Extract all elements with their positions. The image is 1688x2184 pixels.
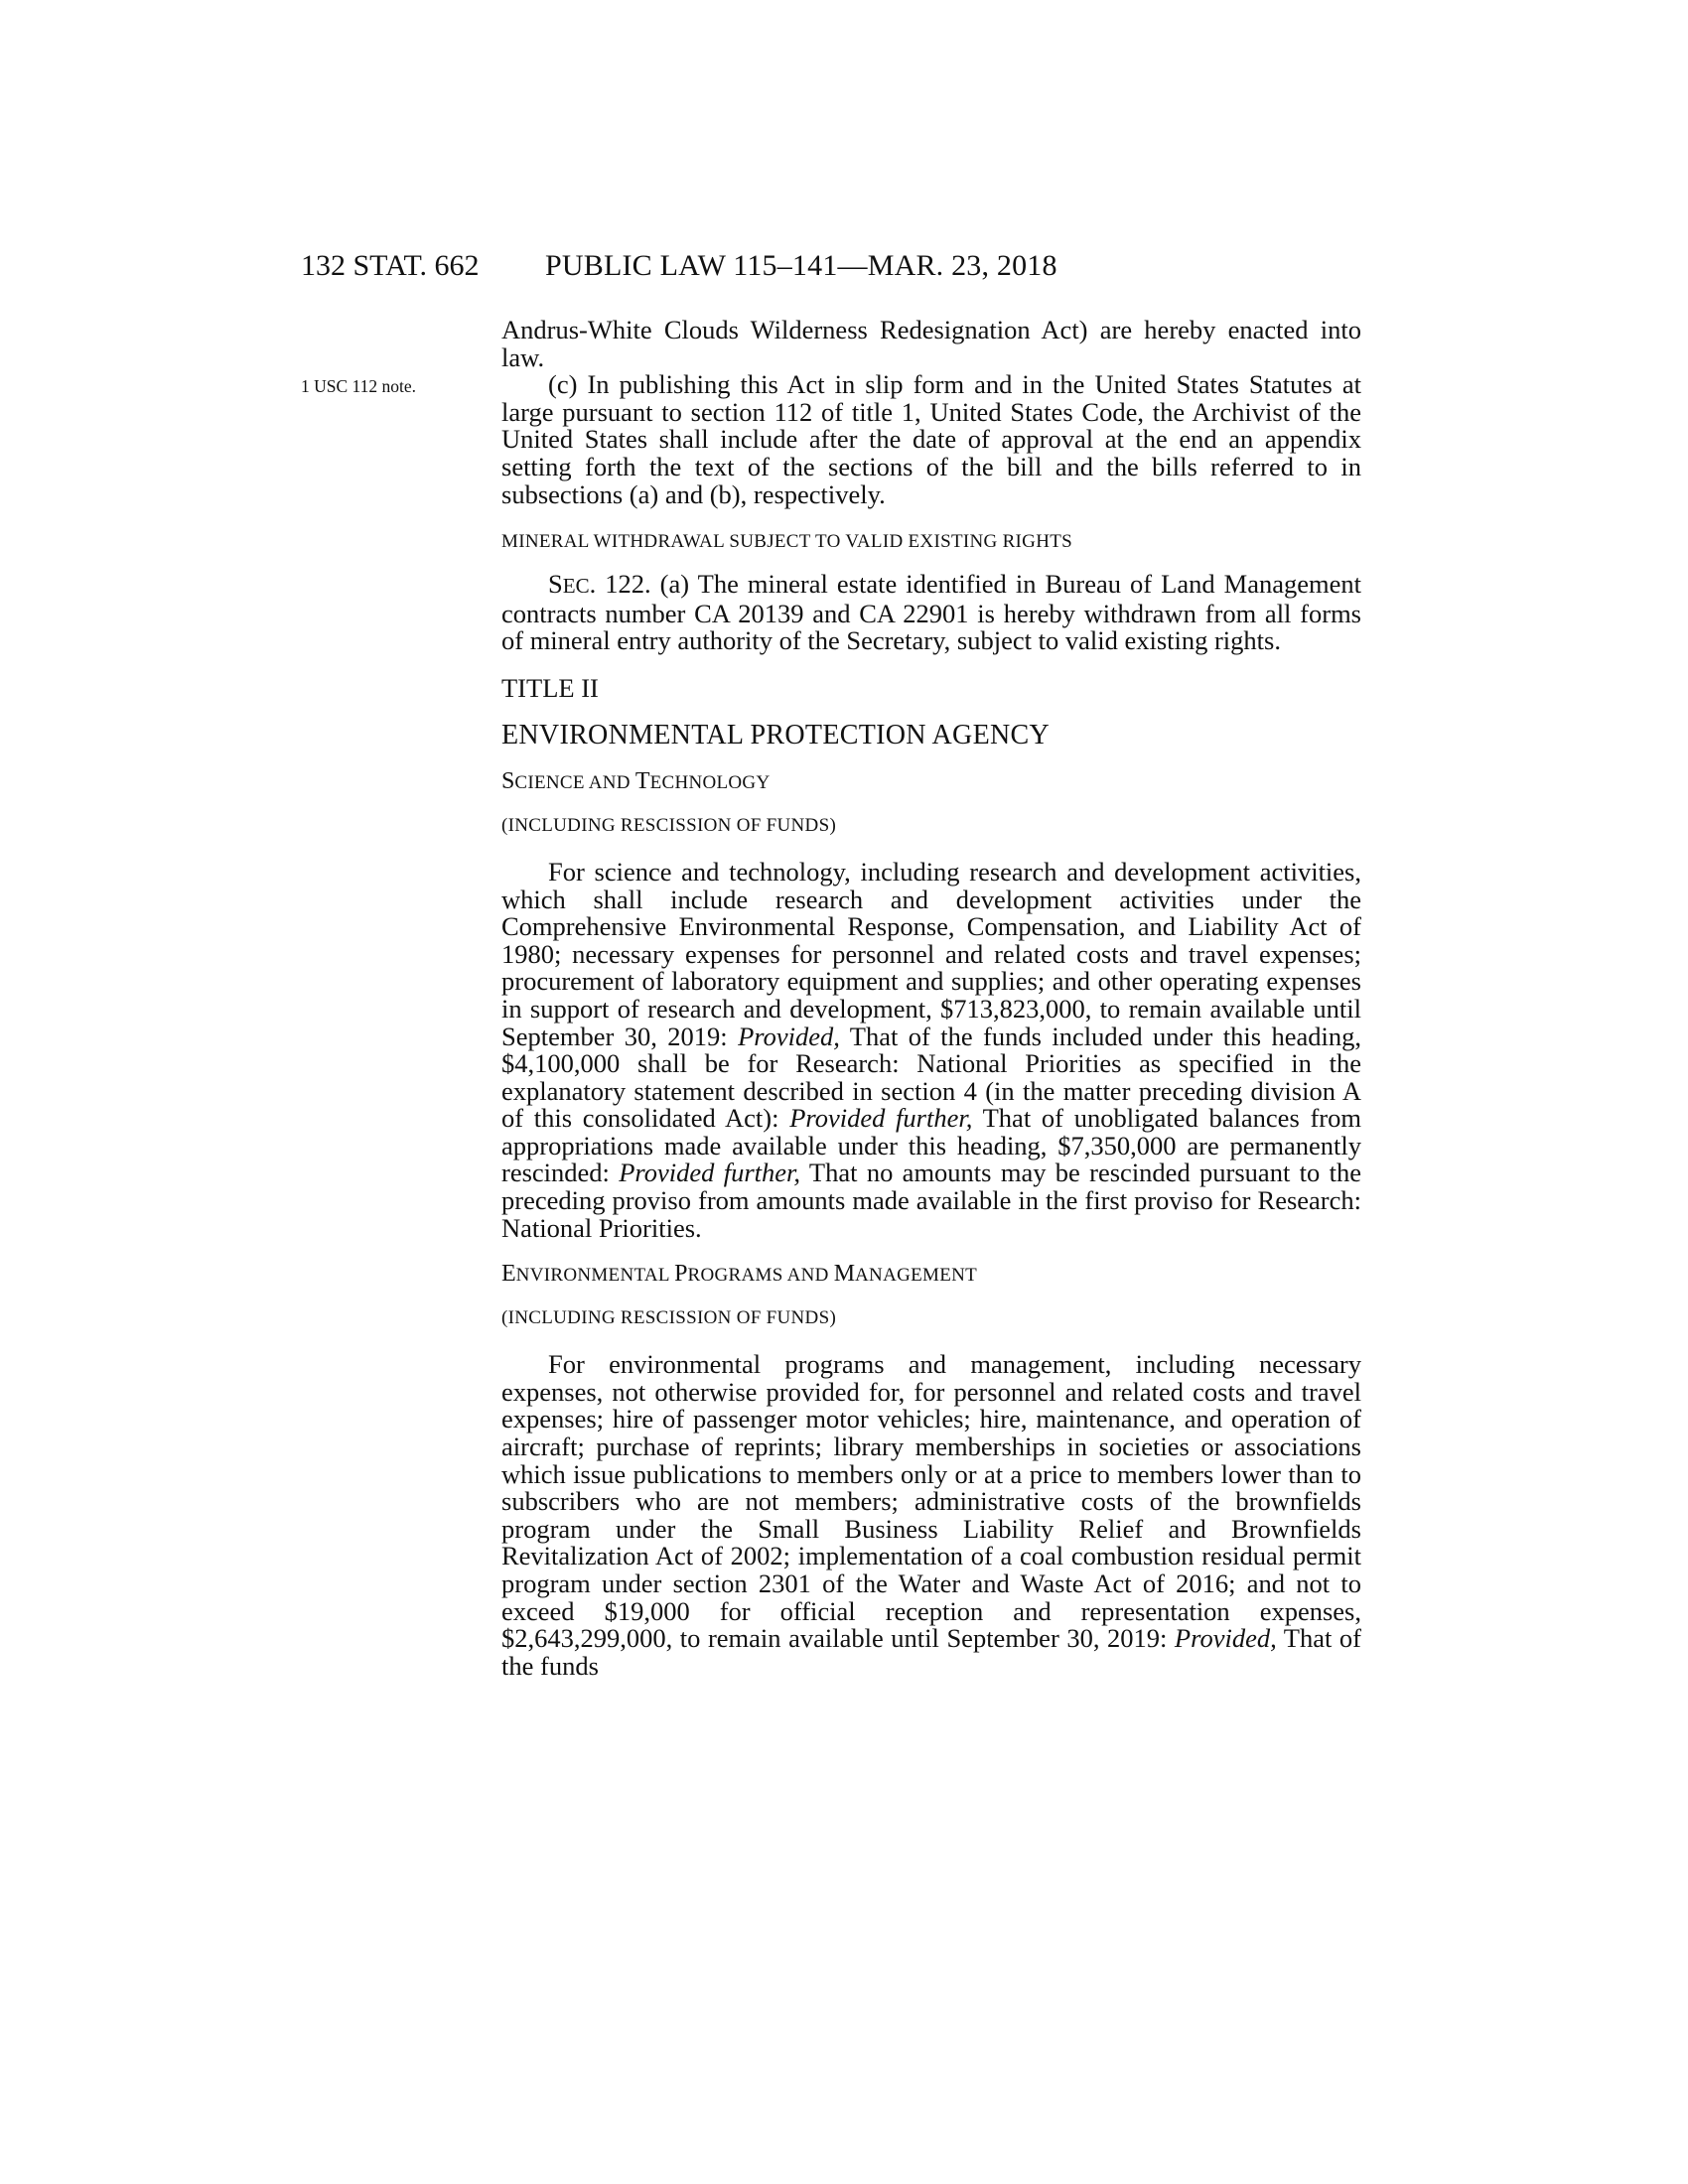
heading-including-rescission-1: (INCLUDING RESCISSION OF FUNDS) [501, 814, 837, 836]
margin-citation-note: 1 USC 112 note. [301, 376, 417, 396]
paragraph-section-122 [501, 571, 1361, 655]
heading-mineral-withdrawal: MINERAL WITHDRAWAL SUBJECT TO VALID EXISTING RIGHTS [501, 531, 1072, 553]
body-text-column [501, 317, 1361, 1680]
heading-including-rescission-2: (INCLUDING RESCISSION OF FUNDS) [501, 1307, 837, 1329]
paragraph-environmental-programs: For environmental programs and management, including necessary expenses, not otherwise provided for, for personnel and related costs and travel expenses; hire of passenger motor vehicles; hire, maintenance, and operation of aircraft; purchase of reprints; library memberships in societies or associations which issue publications to members only or at a price to members lower than to subscribers who are not members; administrative costs of the brownfields program under the Small Business Liability Relief and Brownfields Revitalization Act of 2002; implementation of a coal combustion residual permit program under section 2301 of the Water and Waste Act of 2016; and not to exceed $19,000 for official reception and representation expenses, $2,643,299,000, to remain available until September 30, 2019: Provided, That of the funds [501, 1349, 1361, 1681]
agency-heading: ENVIRONMENTAL PROTECTION AGENCY [501, 719, 1050, 751]
statute-page-number: 132 STAT. 662 [301, 249, 480, 282]
section-122-text: (a) The mineral estate identified in Bureau of Land Management contracts number CA 20139 and CA 22901 is hereby withdrawn from all forms of mineral entry authority of the Secretary, subject to valid existing rights. [501, 569, 1362, 656]
paragraph-continuation: Andrus-White Clouds Wilderness Redesignation Act) are hereby enacted into law. [501, 315, 1361, 372]
public-law-title: PUBLIC LAW 115–141—MAR. 23, 2018 [545, 249, 1057, 282]
heading-environmental-programs-and-management: ENVIRONMENTAL PROGRAMS AND MANAGEMENT [501, 1261, 978, 1288]
title-ii-heading: TITLE II [501, 672, 599, 703]
section-label: SEC. 122. [548, 569, 651, 600]
running-head [301, 246, 1361, 286]
paragraph-subsection-c: (c) In publishing this Act in slip form and in the United States Statutes at large pursuant to section 112 of title 1, United States Code, the Archivist of the United States shall include after the date of approval at the end an appendix setting forth the text of the sections of the bill and the bills referred to in subsections (a) and (b), respectively. [501, 369, 1361, 509]
heading-science-and-technology: SCIENCE AND TECHNOLOGY [501, 767, 771, 794]
paragraph-science-and-technology: For science and technology, including research and development activities, which shall include research and development activities under the Comprehensive Environmental Response, Compensation, and Liability Act of 1980; necessary expenses for personnel and related costs and travel expenses; procurement of laboratory equipment and supplies; and other operating expenses in support of research and development, $713,823,000, to remain available until September 30, 2019: Provided, That of the funds included under this heading, $4,100,000 shall be for Research: National Priorities as specified in the explanatory statement described in section 4 (in the matter preceding division A of this consolidated Act): Provided further, That of unobligated balances from appropriations made available under this heading, $7,350,000 are permanently rescinded: Provided further, That no amounts may be rescinded pursuant to the preceding proviso from amounts made available in the first proviso for Research: National Priorities. [501, 856, 1362, 1243]
